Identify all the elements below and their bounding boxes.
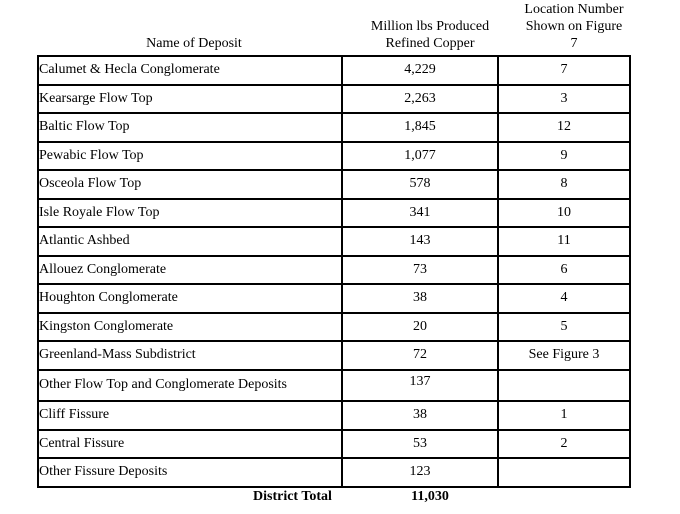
location-cell: 6: [499, 257, 629, 286]
column-header-production-line-2: Refined Copper: [385, 36, 475, 51]
deposit-name-cell: Isle Royale Flow Top: [39, 200, 343, 229]
deposit-name-cell: Allouez Conglomerate: [39, 257, 343, 286]
deposit-name-cell: Houghton Conglomerate: [39, 285, 343, 314]
district-total-label: District Total: [253, 489, 332, 504]
table-row: [39, 314, 629, 343]
production-cell: 20: [343, 314, 499, 343]
production-cell: 137: [343, 371, 499, 403]
production-cell: 123: [343, 459, 499, 486]
deposit-name-cell: Baltic Flow Top: [39, 114, 343, 143]
production-cell: 4,229: [343, 57, 499, 86]
column-header-production-line-1: Million lbs Produced: [370, 19, 490, 34]
table-row: [39, 371, 629, 403]
production-cell: 341: [343, 200, 499, 229]
production-cell: 578: [343, 171, 499, 200]
table-row: [39, 402, 629, 431]
deposit-name-cell: Kearsarge Flow Top: [39, 86, 343, 115]
location-cell: 10: [499, 200, 629, 229]
column-header-name-text: Name of Deposit: [146, 36, 242, 51]
table-row: [39, 431, 629, 460]
production-cell: 143: [343, 228, 499, 257]
table-row: [39, 171, 629, 200]
table-row: [39, 228, 629, 257]
column-header-location-line-2: Shown on Figure: [525, 19, 623, 34]
location-cell: [499, 459, 629, 486]
deposit-name-cell: Greenland-Mass Subdistrict: [39, 342, 343, 371]
production-cell: 1,845: [343, 114, 499, 143]
column-header-name: [38, 35, 350, 52]
location-cell: 3: [499, 86, 629, 115]
location-cell: 7: [499, 57, 629, 86]
production-cell: 38: [343, 285, 499, 314]
production-cell: 73: [343, 257, 499, 286]
deposit-name-cell: Calumet & Hecla Conglomerate: [39, 57, 343, 86]
deposit-name-cell: Other Flow Top and Conglomerate Deposits: [39, 371, 343, 403]
location-cell: 8: [499, 171, 629, 200]
table-row: [39, 143, 629, 172]
deposit-name-cell: Kingston Conglomerate: [39, 314, 343, 343]
column-header-production: [352, 18, 508, 52]
table-row: [39, 342, 629, 371]
deposits-table: [37, 55, 631, 488]
production-cell: 53: [343, 431, 499, 460]
table-row: [39, 459, 629, 486]
location-cell: 4: [499, 285, 629, 314]
deposit-name-cell: Cliff Fissure: [39, 402, 343, 431]
location-cell: [499, 371, 629, 403]
production-cell: 1,077: [343, 143, 499, 172]
production-cell: 2,263: [343, 86, 499, 115]
deposit-name-cell: Atlantic Ashbed: [39, 228, 343, 257]
column-header-location-line-1: Location Number: [524, 2, 624, 17]
table-row: [39, 285, 629, 314]
location-cell: 5: [499, 314, 629, 343]
deposit-name-cell: Other Fissure Deposits: [39, 459, 343, 486]
location-cell: See Figure 3: [499, 342, 629, 371]
table-row: [39, 114, 629, 143]
production-cell: 38: [343, 402, 499, 431]
location-cell: 1: [499, 402, 629, 431]
table-row: [39, 86, 629, 115]
production-cell: 72: [343, 342, 499, 371]
table-row: [39, 200, 629, 229]
deposit-name-cell: Osceola Flow Top: [39, 171, 343, 200]
table-row: [39, 257, 629, 286]
district-total-value: 11,030: [411, 489, 449, 504]
table-row: [39, 57, 629, 86]
column-header-location-line-3: 7: [570, 36, 578, 51]
location-cell: 11: [499, 228, 629, 257]
deposit-name-cell: Central Fissure: [39, 431, 343, 460]
location-cell: 12: [499, 114, 629, 143]
location-cell: 9: [499, 143, 629, 172]
column-header-location: [508, 1, 640, 52]
location-cell: 2: [499, 431, 629, 460]
deposit-name-cell: Pewabic Flow Top: [39, 143, 343, 172]
